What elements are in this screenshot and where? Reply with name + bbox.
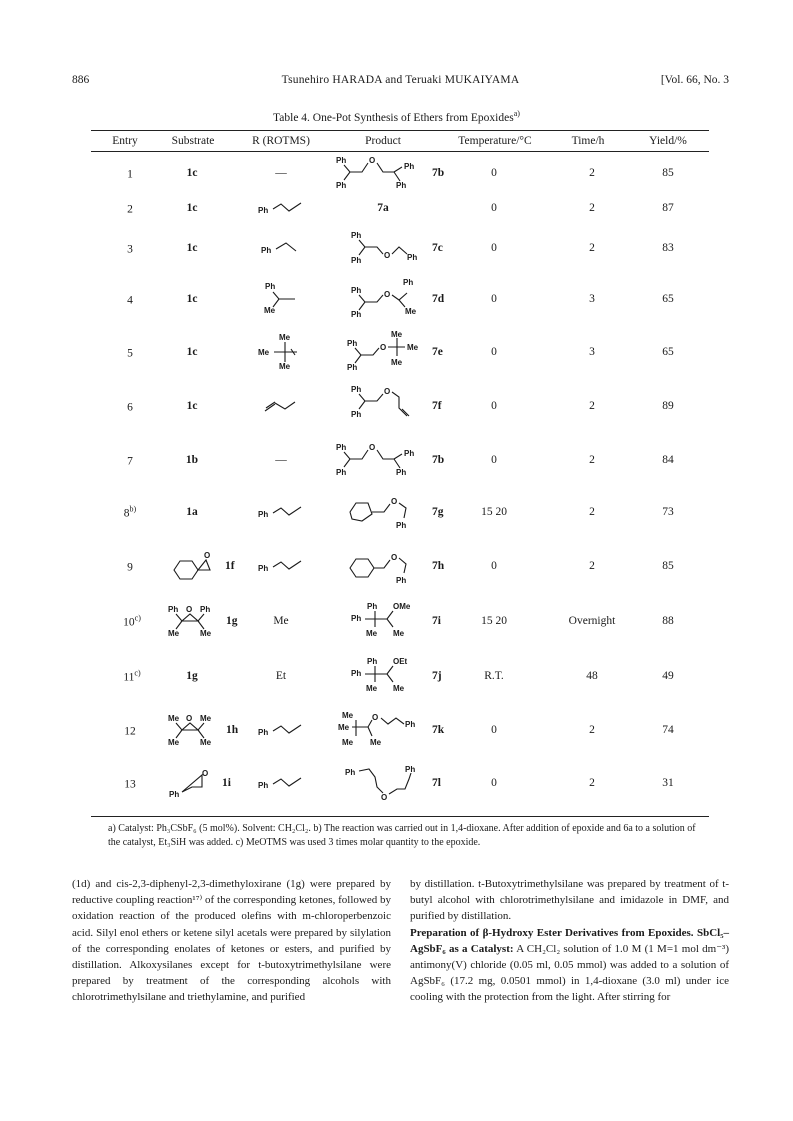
product-structure: [347, 277, 419, 321]
r-group-structure: [257, 502, 305, 522]
table-caption: [0, 109, 793, 124]
svg-text:Me: Me: [168, 738, 180, 747]
running-authors: Tsunehiro HARADA and Teruaki MUKAIYAMA: [281, 74, 520, 86]
time-cell: 2: [589, 242, 595, 254]
product-structure: [344, 492, 416, 532]
svg-text:O: O: [372, 713, 379, 722]
body-paragraph: by distillation. t-Butoxytrimethylsilane was prepared by treatment of t-butyl alcohol with chlorotrimethylsilane and imidazole in DMF, and purified by distillation.: [410, 878, 729, 923]
table-row: [0, 541, 793, 591]
product-code: 7f: [432, 400, 442, 412]
table-row: [0, 487, 793, 537]
table-row: [0, 596, 793, 646]
svg-text:O: O: [204, 551, 211, 560]
running-header: [72, 74, 729, 90]
svg-text:O: O: [202, 769, 209, 778]
time-cell: 2: [589, 560, 595, 572]
temperature-cell: 0: [491, 777, 497, 789]
svg-text:O: O: [384, 387, 391, 396]
column-header-temperature: Temperature/°C: [458, 135, 532, 147]
svg-text:Ph: Ph: [404, 162, 415, 171]
substrate-structure: [168, 548, 216, 584]
svg-text:Ph: Ph: [200, 605, 211, 614]
entry-cell: 7: [127, 455, 133, 468]
temperature-cell: 0: [491, 293, 497, 305]
substrate-code: 1h: [226, 724, 239, 736]
section-body-text: A CH₂Cl₂ solution of 1.0 M (1 M=1 mol dm⁻³) antimony(V) chloride (0.05 ml, 0.05 mmol) was added to a solution of AgSbF₆ (17.2 mg, 0.0501 mmol) in 1,4-dioxane (3.0 ml) under ice cooling with the protection from the light. After stirring for: [410, 942, 729, 1004]
r-group-structure: [260, 238, 302, 258]
table-row: [0, 223, 793, 273]
table-caption-note: a): [513, 109, 520, 118]
substrate-code: 1g: [226, 615, 238, 627]
yield-cell: 65: [662, 293, 674, 305]
temperature-cell: 0: [491, 454, 497, 466]
yield-cell: 85: [662, 560, 674, 572]
r-group-structure: [257, 332, 305, 372]
body-paragraph: (1d) and cis-2,3-diphenyl-2,3-dimethyloxirane (1g) were prepared by reductive coupling reaction¹⁷⁾ of the corresponding ketones, followed by oxidation reaction of the produced olefins with m-chloroperbenzoic acid. Silyl enol ethers or ketene silyl acetals were prepared by silylation of the corresponding enolates of ketones or esters, and purified by distillation. Alkoxysilanes except for t-butoxytrimethylsilane were prepared by treatment of the corresponding alcohols with chlorotrimethylsilane and triethylamine, and purified: [72, 878, 391, 1004]
substrate-structure: [166, 603, 218, 639]
r-cell: —: [275, 167, 287, 179]
svg-text:O: O: [369, 156, 376, 165]
entry-cell: 8$^{b)}$: [123, 504, 137, 520]
product-code: 7b: [432, 454, 445, 466]
svg-text:Me: Me: [391, 358, 403, 367]
table-row: [0, 651, 793, 701]
temperature-cell: R.T.: [484, 670, 504, 682]
substrate-cell: 1c: [186, 242, 198, 254]
svg-text:Me: Me: [200, 738, 212, 747]
temperature-cell: 0: [491, 202, 497, 214]
table-row: [0, 758, 793, 808]
yield-cell: 49: [662, 670, 674, 682]
yield-cell: 87: [662, 202, 674, 214]
temperature-cell: 15 20: [481, 615, 507, 627]
svg-text:Me: Me: [279, 362, 291, 371]
svg-text:Me: Me: [366, 684, 378, 693]
svg-text:O: O: [369, 443, 376, 452]
svg-text:OEt: OEt: [393, 657, 408, 666]
svg-text:Ph: Ph: [405, 720, 416, 729]
section-heading: Preparation of β-Hydroxy Ester Derivatives from Epoxides. SbCl₅–AgSbF₆ as a Catalyst:: [410, 926, 729, 955]
time-cell: 2: [589, 167, 595, 179]
svg-text:Ph: Ph: [347, 339, 358, 348]
column-header-product: Product: [365, 135, 401, 147]
product-structure: [347, 230, 419, 266]
svg-text:Me: Me: [200, 714, 212, 723]
svg-text:Ph: Ph: [168, 605, 179, 614]
temperature-cell: 0: [491, 346, 497, 358]
r-group-structure: [261, 396, 301, 416]
table-row: [0, 381, 793, 431]
substrate-structure: [166, 712, 218, 748]
time-cell: 2: [589, 506, 595, 518]
svg-text:Me: Me: [338, 723, 350, 732]
svg-text:Ph: Ph: [345, 768, 356, 777]
svg-text:O: O: [384, 290, 391, 299]
temperature-cell: 0: [491, 400, 497, 412]
svg-text:Ph: Ph: [258, 728, 269, 737]
svg-text:O: O: [384, 251, 391, 260]
svg-text:Ph: Ph: [347, 363, 358, 372]
svg-text:Ph: Ph: [258, 781, 269, 790]
svg-text:Ph: Ph: [403, 278, 414, 287]
svg-text:Ph: Ph: [396, 468, 407, 477]
product-code: 7c: [432, 242, 443, 254]
svg-text:Me: Me: [391, 330, 403, 339]
product-code: 7h: [432, 560, 445, 572]
table-footnotes: a) Catalyst: Ph₃CSbF₆ (5 mol%). Solvent: CH₂Cl₂. b) The reaction was carried out in 1,4-dioxane. After addition of epoxide and 6a to a solution of the catalyst, Et₃SiH was added. c) MeOTMS was used 3 times molar quantity to the epoxide.: [108, 823, 696, 848]
svg-text:Me: Me: [405, 307, 417, 316]
temperature-cell: 0: [491, 167, 497, 179]
table-row: [0, 705, 793, 755]
svg-text:Me: Me: [393, 629, 405, 638]
time-cell: 2: [589, 454, 595, 466]
svg-text:Ph: Ph: [261, 246, 272, 255]
svg-text:Ph: Ph: [336, 468, 347, 477]
column-header-yield: Yield/%: [649, 135, 687, 147]
column-header-time: Time/h: [571, 135, 605, 147]
svg-text:Me: Me: [407, 343, 419, 352]
svg-text:Ph: Ph: [265, 282, 276, 291]
time-cell: 2: [589, 202, 595, 214]
entry-cell: 3: [127, 243, 133, 256]
product-structure: [343, 330, 423, 374]
yield-cell: 31: [662, 777, 674, 789]
svg-text:Ph: Ph: [407, 253, 418, 262]
svg-text:O: O: [186, 605, 193, 614]
r-group-structure: [257, 720, 305, 740]
time-cell: 2: [589, 724, 595, 736]
svg-text:Ph: Ph: [367, 602, 378, 611]
svg-text:Ph: Ph: [351, 385, 362, 394]
svg-text:Me: Me: [258, 348, 270, 357]
product-code: 7a: [377, 202, 389, 214]
product-structure: [343, 763, 423, 803]
svg-text:Ph: Ph: [258, 510, 269, 519]
svg-text:Ph: Ph: [169, 790, 180, 799]
svg-text:Ph: Ph: [367, 657, 378, 666]
svg-text:Me: Me: [168, 629, 180, 638]
substrate-cell: 1b: [185, 454, 199, 466]
product-structure: [344, 546, 416, 586]
svg-text:O: O: [391, 497, 398, 506]
table-row: [0, 274, 793, 324]
svg-text:Ph: Ph: [336, 181, 347, 190]
yield-cell: 74: [662, 724, 674, 736]
svg-text:OMe: OMe: [393, 602, 411, 611]
table-top-rule: [91, 130, 709, 131]
r-cell: Me: [273, 615, 289, 627]
svg-text:Me: Me: [279, 333, 291, 342]
yield-cell: 84: [662, 454, 674, 466]
substrate-structure: [168, 767, 216, 799]
temperature-cell: 15 20: [481, 506, 507, 518]
svg-text:Me: Me: [342, 711, 354, 720]
yield-cell: 65: [662, 346, 674, 358]
product-code: 7d: [432, 293, 445, 305]
table-row: [0, 435, 793, 485]
yield-cell: 85: [662, 167, 674, 179]
r-group-structure: [257, 198, 305, 218]
substrate-code: 1f: [225, 560, 235, 572]
r-cell: Et: [275, 670, 287, 682]
svg-text:O: O: [381, 793, 388, 802]
table-row: [0, 327, 793, 377]
r-cell: —: [275, 454, 287, 466]
svg-text:Ph: Ph: [258, 206, 269, 215]
table-bottom-rule: [91, 816, 709, 817]
product-structure: [347, 656, 419, 696]
entry-cell: 13: [124, 778, 136, 791]
volume-info: [Vol. 66, No. 3: [660, 74, 729, 86]
entry-cell: 5: [127, 347, 133, 360]
svg-text:Ph: Ph: [351, 310, 362, 319]
svg-text:Me: Me: [366, 629, 378, 638]
section-paragraph: [410, 925, 729, 1006]
svg-text:Me: Me: [168, 714, 180, 723]
time-cell: 2: [589, 400, 595, 412]
product-structure: [336, 710, 424, 750]
product-code: 7j: [432, 670, 442, 682]
substrate-code: 1i: [222, 777, 231, 789]
yield-cell: 83: [662, 242, 674, 254]
substrate-cell: 1c: [186, 202, 198, 214]
svg-text:Me: Me: [342, 738, 354, 747]
product-structure: [347, 384, 419, 428]
svg-text:Ph: Ph: [351, 286, 362, 295]
entry-cell: 10$^{c)}$: [123, 613, 141, 629]
substrate-cell: 1c: [186, 400, 198, 412]
substrate-cell: 1a: [186, 506, 198, 518]
entry-cell: 11$^{c)}$: [123, 668, 141, 684]
svg-text:Ph: Ph: [351, 614, 362, 623]
temperature-cell: 0: [491, 560, 497, 572]
entry-cell: 6: [127, 401, 133, 414]
product-structure: [332, 442, 428, 478]
yield-cell: 73: [662, 506, 674, 518]
column-header-substrate: Substrate: [171, 135, 215, 147]
substrate-cell: 1c: [186, 346, 198, 358]
time-cell: 2: [589, 777, 595, 789]
product-structure: [347, 601, 419, 641]
svg-text:Me: Me: [200, 629, 212, 638]
body-column-left: [72, 876, 391, 1006]
time-cell: 48: [586, 670, 598, 682]
svg-text:Ph: Ph: [351, 410, 362, 419]
svg-text:O: O: [391, 553, 398, 562]
temperature-cell: 0: [491, 724, 497, 736]
substrate-cell: 1g: [186, 670, 198, 682]
r-group-structure: [257, 773, 305, 793]
entry-cell: 9: [127, 561, 133, 574]
svg-text:Ph: Ph: [396, 521, 407, 530]
column-header-r: R (ROTMS): [252, 135, 310, 147]
svg-text:Ph: Ph: [351, 669, 362, 678]
svg-text:Ph: Ph: [396, 181, 407, 190]
r-group-structure: [261, 281, 301, 317]
svg-text:Ph: Ph: [351, 231, 362, 240]
body-column-right: [410, 876, 729, 1006]
page-number: 886: [72, 74, 90, 86]
yield-cell: 88: [662, 615, 674, 627]
svg-text:Ph: Ph: [405, 765, 416, 774]
product-code: 7l: [432, 777, 441, 789]
svg-text:Me: Me: [393, 684, 405, 693]
svg-text:O: O: [380, 343, 387, 352]
time-cell: 3: [589, 346, 595, 358]
svg-text:Ph: Ph: [396, 576, 407, 585]
product-code: 7e: [432, 346, 443, 358]
product-code: 7g: [432, 506, 444, 518]
column-header-entry: Entry: [112, 135, 138, 147]
table-caption-text: Table 4. One-Pot Synthesis of Ethers from Epoxides: [273, 111, 514, 124]
svg-text:O: O: [186, 714, 193, 723]
entry-cell: 2: [127, 203, 133, 216]
svg-text:Ph: Ph: [336, 443, 347, 452]
entry-cell: 1: [127, 168, 133, 181]
substrate-cell: 1c: [186, 167, 198, 179]
svg-text:Me: Me: [264, 306, 276, 315]
svg-text:Ph: Ph: [336, 156, 347, 165]
r-group-structure: [257, 556, 305, 576]
time-cell: Overnight: [568, 615, 616, 627]
entry-cell: 4: [127, 294, 133, 307]
substrate-cell: 1c: [186, 293, 198, 305]
svg-text:Ph: Ph: [404, 449, 415, 458]
temperature-cell: 0: [491, 242, 497, 254]
svg-text:Me: Me: [370, 738, 382, 747]
product-code: 7i: [432, 615, 441, 627]
entry-cell: 12: [124, 725, 136, 738]
yield-cell: 89: [662, 400, 674, 412]
product-code: 7k: [432, 724, 445, 736]
product-code: 7b: [432, 167, 445, 179]
svg-text:Ph: Ph: [258, 564, 269, 573]
time-cell: 3: [589, 293, 595, 305]
svg-text:Ph: Ph: [351, 256, 362, 265]
